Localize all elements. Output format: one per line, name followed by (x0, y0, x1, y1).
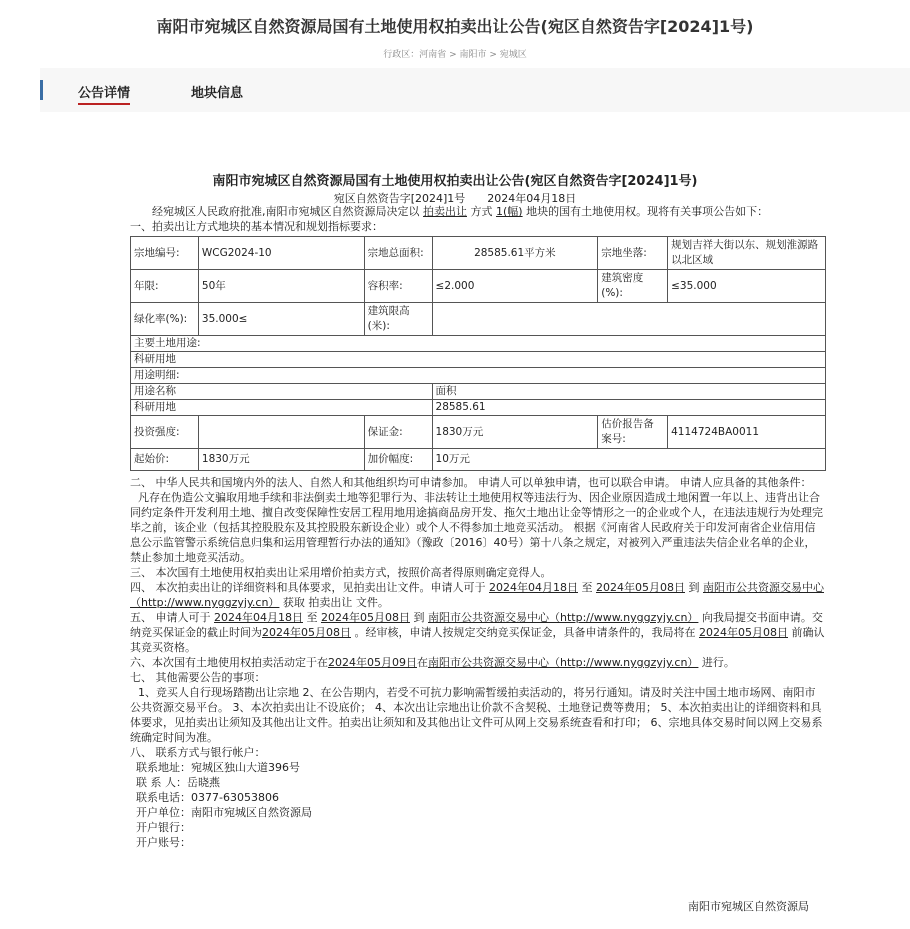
value-use-name: 科研用地 (131, 400, 433, 416)
page-title: 南阳市宛城区自然资源局国有土地使用权拍卖出让公告(宛区自然资告字[2024]1号) (156, 17, 754, 36)
trading-center-link[interactable]: 南阳市公共资源交易中心（http://www.nyggzyjy.cn） (428, 656, 699, 669)
label-term: 年限: (131, 270, 199, 303)
header-use-name: 用途名称 (131, 384, 433, 400)
label-use-detail: 用途明细: (131, 368, 826, 384)
label-invest: 投资强度: (131, 416, 199, 449)
section-2-body: 凡存在伪造公文骗取用地手续和非法倒卖土地等犯罪行为、非法转让土地使用权等违法行为、因企业原因造成土地闲置一年以上、违背出让合同约定条件开发利用土地、擅自改变保障性安居工程用地用途搞商品房开发、拖欠土地出让金等情形之一的企业或个人，在违法违规行为处理完毕之前，该企业（包括其控股股东及其控股股东新设企业）或个人不得参加土地竞买活动。 根据《河南省人民政府关于印发河南省企业信用信息公示监管警示系统信息归集和运用管理暂行办法的通知》（豫政〔2016〕40号）第十八条之规定，对被列入严重违法失信企业名单的企业，禁止参加土地竞买活动。 (130, 491, 823, 564)
table-row (131, 270, 826, 303)
document-number: 宛区自然资告字[2024]1号 (333, 192, 466, 205)
contact-account: 开户账号： (136, 836, 191, 849)
intro-count: 1(幅) (496, 205, 523, 218)
value-use-area: 28585.61 (432, 400, 825, 416)
value-parcel-no: WCG2024-10 (198, 237, 364, 270)
value-increment: 10万元 (432, 449, 825, 471)
section-4: 四、 本次拍卖出让的详细资料和具体要求，见拍卖出让文件。申请人可于 2024年04月18日 至 2024年05月08日 到 南阳市公共资源交易中心（http://www.nyggzyjy.cn） 获取 拍卖出让 文件。 (130, 581, 824, 609)
contact-bank: 开户银行： (136, 821, 191, 834)
document-body (130, 204, 826, 850)
value-area: 28585.61平方米 (432, 237, 598, 270)
document-date: 2024年04月18日 (487, 192, 577, 205)
label-increment: 加价幅度: (364, 449, 432, 471)
label-far: 容积率: (364, 270, 432, 303)
value-far: ≤2.000 (432, 270, 598, 303)
section-8: 八、 联系方式与银行帐户： (130, 746, 266, 759)
table-row (131, 384, 826, 400)
table-row (131, 368, 826, 384)
value-deposit: 1830万元 (432, 416, 598, 449)
label-main-use: 主要土地用途: (131, 336, 826, 352)
section-3: 三、 本次国有土地使用权拍卖出让采用增价拍卖方式，按照价高者得原则确定竞得人。 (130, 566, 552, 579)
header-use-area: 面积 (432, 384, 825, 400)
value-appraisal: 4114724BA0011 (668, 416, 826, 449)
tab-parcel-info[interactable]: 地块信息 (191, 86, 244, 101)
table-row (131, 352, 826, 368)
table-row (131, 237, 826, 270)
section-5: 五、 申请人可于 2024年04月18日 至 2024年05月08日 到 南阳市公共资源交易中心（http://www.nyggzyjy.cn） 向我局提交书面申请。交纳竞买保证金的截止时间为2024年05月08日 。经审核，申请人按规定交纳竞买保证金，具备申请条件的，我局将在 2024年05月08日 前确认其竞买资格。 (130, 611, 825, 654)
section-2: 二、 中华人民共和国境内外的法人、自然人和其他组织均可申请参加。 申请人可以单独申请，也可以联合申请。 申请人应具备的其他条件： (130, 476, 812, 489)
value-main-use: 科研用地 (131, 352, 826, 368)
signature: 南阳市宛城区自然资源局 (688, 900, 809, 913)
breadcrumb[interactable]: 行政区：河南省 > 南阳市 > 宛城区 (383, 50, 527, 60)
value-invest (198, 416, 364, 449)
trading-center-link[interactable]: 南阳市公共资源交易中心（http://www.nyggzyjy.cn） (130, 581, 824, 609)
contact-phone: 联系电话：0377-63053806 (136, 791, 279, 804)
label-density: 建筑密度(%): (598, 270, 668, 303)
section-7-body: 1、竞买人自行现场踏勘出让宗地 2、在公告期内，若受不可抗力影响需暂缓拍卖活动的，将另行通知。请及时关注中国土地市场网、南阳市公共资源交易平台。 3、本次拍卖出让不设底价； 4、本次出让宗地出让价款不含契税、土地登记费等费用； 5、本次拍卖出让的详细资料和具体要求，见拍卖出让须知及其他出让文件。拍卖出让须知和及其他出让文件可从网上交易系统查看和打印； 6、宗地具体交易时间以网上交易系统确定时间为准。 (130, 686, 823, 744)
value-green: 35.000≤ (198, 303, 364, 336)
contact-unit: 开户单位：南阳市宛城区自然资源局 (136, 806, 312, 819)
section-1-heading: 一、拍卖出让方式地块的基本情况和规划指标要求： (130, 220, 383, 233)
label-parcel-no: 宗地编号: (131, 237, 199, 270)
tab-announcement-details[interactable]: 公告详情 (78, 82, 130, 105)
table-row (131, 400, 826, 416)
value-term: 50年 (198, 270, 364, 303)
table-row (131, 449, 826, 471)
intro-method: 拍卖出让 (423, 205, 467, 218)
label-start-price: 起始价: (131, 449, 199, 471)
tab-bar (40, 68, 910, 112)
label-height: 建筑限高(米): (364, 303, 432, 336)
section-7: 七、 其他需要公告的事项： (130, 671, 266, 684)
section-6: 六、本次国有土地使用权拍卖活动定于在2024年05月09日在南阳市公共资源交易中心（http://www.nyggzyjy.cn） 进行。 (130, 656, 735, 669)
value-location: 规划吉祥大街以东、规划淮源路以北区域 (668, 237, 826, 270)
value-start-price: 1830万元 (198, 449, 364, 471)
table-row (131, 303, 826, 336)
label-appraisal: 估价报告备案号: (598, 416, 668, 449)
contact-person: 联 系 人：岳晓燕 (136, 776, 220, 789)
table-row (131, 336, 826, 352)
value-density: ≤35.000 (668, 270, 826, 303)
label-green: 绿化率(%): (131, 303, 199, 336)
label-deposit: 保证金: (364, 416, 432, 449)
document-title: 南阳市宛城区自然资源局国有土地使用权拍卖出让公告(宛区自然资告字[2024]1号) (212, 174, 698, 189)
tab-accent-bar (40, 80, 43, 100)
trading-center-link[interactable]: 南阳市公共资源交易中心（http://www.nyggzyjy.cn） (428, 611, 699, 624)
table-row (131, 416, 826, 449)
label-area: 宗地总面积: (364, 237, 432, 270)
label-location: 宗地坐落: (598, 237, 668, 270)
value-height (432, 303, 825, 336)
intro-paragraph: 经宛城区人民政府批准,南阳市宛城区自然资源局决定以 拍卖出让 方式 1(幅) 地块的国有土地使用权。现将有关事项公告如下： (152, 205, 769, 218)
contact-address: 联系地址：宛城区独山大道396号 (136, 761, 300, 774)
parcel-info-table (130, 236, 826, 471)
